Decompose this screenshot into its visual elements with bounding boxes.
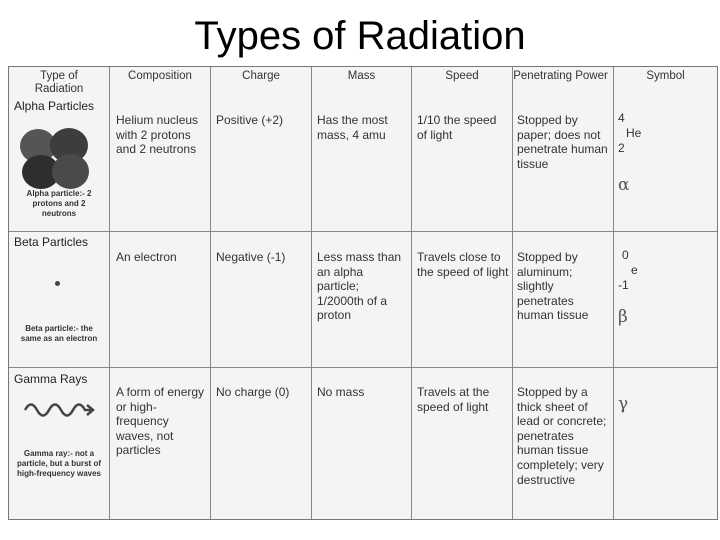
radiation-table	[8, 66, 718, 520]
beta-symbol-atomic-number: -1	[618, 278, 629, 292]
row-divider	[9, 367, 717, 368]
alpha-symbol-element: He	[626, 126, 642, 140]
beta-penetrating-power: Stopped by aluminum; slightly penetrates human tissue	[517, 250, 589, 323]
beta-symbol-mass-number: 0	[622, 248, 629, 262]
header-charge: Charge	[242, 70, 280, 82]
alpha-symbol-mass-number: 4	[618, 111, 625, 125]
header-composition: Composition	[128, 70, 192, 82]
header-symbol: Symbol	[646, 70, 685, 82]
alpha-particle-image	[18, 127, 98, 189]
row-name-gamma: Gamma Rays	[14, 372, 88, 386]
gamma-charge: No charge (0)	[216, 385, 290, 399]
alpha-caption: Alpha particle:- 2 protons and 2 neutrons	[26, 189, 92, 218]
header-speed: Speed	[445, 70, 479, 82]
alpha-symbol-atomic-number: 2	[618, 141, 625, 155]
beta-mass: Less mass than an alpha particle; 1/2000th of a proton	[317, 250, 402, 323]
gamma-greek-symbol: γ	[618, 394, 629, 414]
header-type: Type of Radiation	[34, 70, 84, 95]
gamma-speed: Travels at the speed of light	[417, 385, 490, 414]
beta-speed: Travels close to the speed of light	[417, 250, 509, 279]
alpha-composition: Helium nucleus with 2 protons and 2 neutrons	[116, 113, 199, 157]
alpha-mass: Has the most mass, 4 amu	[317, 113, 388, 142]
column-divider	[512, 67, 513, 519]
header-penetrating-power: Penetrating Power	[513, 70, 608, 82]
alpha-penetrating-power: Stopped by paper; does not penetrate human tissue	[517, 113, 608, 171]
beta-greek-symbol: β	[618, 307, 628, 327]
gamma-wave-icon	[23, 397, 95, 423]
gamma-mass: No mass	[317, 385, 365, 399]
column-divider	[210, 67, 211, 519]
column-divider	[109, 67, 110, 519]
alpha-greek-symbol: α	[618, 175, 630, 195]
beta-composition: An electron	[116, 250, 177, 264]
gamma-penetrating-power: Stopped by a thick sheet of lead or concrete; penetrates human tissue completely; very destructive	[517, 385, 607, 487]
row-divider	[9, 231, 717, 232]
gamma-caption: Gamma ray:- not a particle, but a burst of high-frequency waves	[16, 449, 102, 478]
row-name-beta: Beta Particles	[14, 235, 89, 249]
column-divider	[613, 67, 614, 519]
alpha-speed: 1/10 the speed of light	[417, 113, 497, 142]
column-divider	[311, 67, 312, 519]
row-name-alpha: Alpha Particles	[14, 99, 95, 113]
beta-symbol-element: e	[631, 263, 638, 277]
beta-caption: Beta particle:- the same as an electron	[20, 324, 98, 343]
beta-charge: Negative (-1)	[216, 250, 286, 264]
column-divider	[411, 67, 412, 519]
header-mass: Mass	[347, 70, 376, 82]
beta-particle-dot	[55, 281, 60, 286]
page-title: Types of Radiation	[194, 14, 526, 58]
gamma-composition: A form of energy or high-frequency waves, not particles	[116, 385, 205, 458]
alpha-charge: Positive (+2)	[216, 113, 284, 127]
